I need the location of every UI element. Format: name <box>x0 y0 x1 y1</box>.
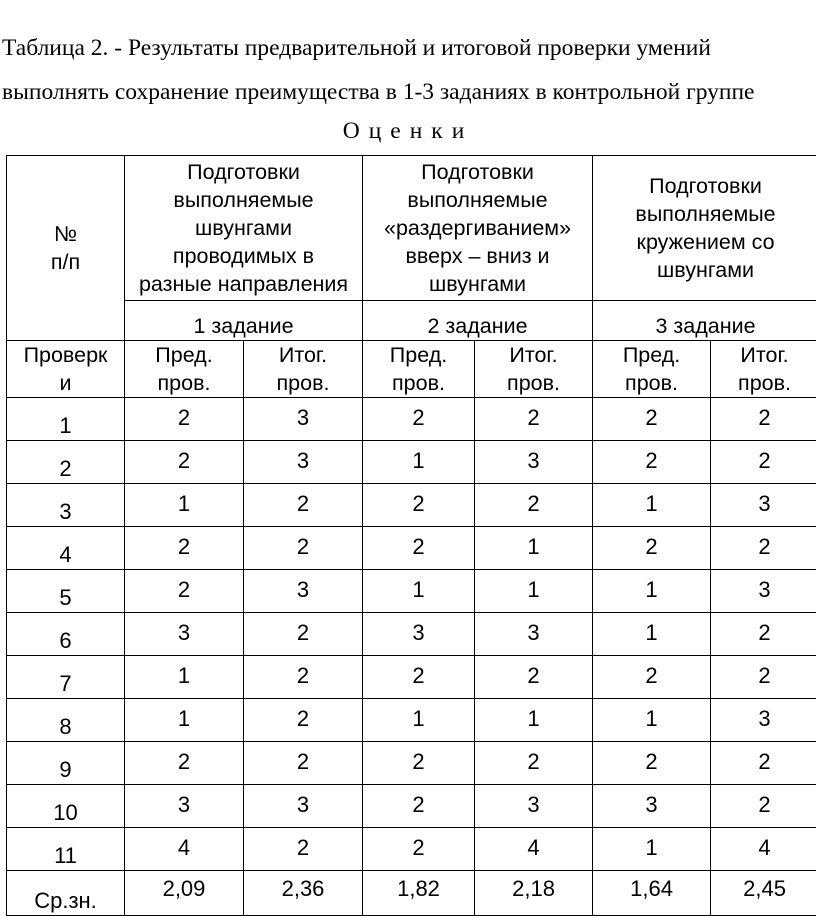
row-number: 2 <box>7 441 125 484</box>
sub-header-line1: Пред. <box>363 341 474 369</box>
sub-header-line1: Итог. <box>711 341 816 369</box>
table-row <box>7 613 816 656</box>
exercise-header-line: швунгами <box>125 214 362 242</box>
table-row <box>7 441 816 484</box>
table-caption <box>2 26 816 114</box>
grade-cell: 3 <box>475 785 593 828</box>
grade-cell: 3 <box>244 441 363 484</box>
grade-cell: 2 <box>363 398 475 441</box>
exercise-header-line: выполняемые <box>125 186 362 214</box>
table-row <box>7 527 816 570</box>
table-row <box>7 570 816 613</box>
task-2-label: 2 задание <box>363 301 593 341</box>
grade-cell: 3 <box>711 484 816 527</box>
sub-header <box>593 341 711 398</box>
grade-cell: 2 <box>593 441 711 484</box>
table-row <box>7 742 816 785</box>
grade-cell: 2 <box>244 742 363 785</box>
exercise-header-line: кружением со <box>593 228 816 256</box>
sub-header-line2: пров. <box>125 369 243 397</box>
exercise-header-line: швунгами <box>363 270 592 298</box>
grade-cell: 3 <box>363 613 475 656</box>
grade-cell: 1 <box>125 656 244 699</box>
grade-cell: 3 <box>593 785 711 828</box>
grade-cell: 2 <box>244 484 363 527</box>
grade-cell: 2 <box>475 742 593 785</box>
grade-cell: 3 <box>475 441 593 484</box>
grade-cell: 2 <box>711 527 816 570</box>
caption-line-2: выполнять сохранение преимущества в 1-3 заданиях в контрольной группе <box>2 70 816 114</box>
checks-label-line1: Проверк <box>7 341 124 369</box>
sub-header-line1: Итог. <box>475 341 592 369</box>
sub-header <box>244 341 363 398</box>
exercise-header-1 <box>125 156 363 301</box>
grade-cell: 2 <box>475 656 593 699</box>
task-1-label: 1 задание <box>125 301 363 341</box>
row-number: 8 <box>7 699 125 742</box>
grade-cell: 3 <box>711 699 816 742</box>
grade-cell: 3 <box>125 613 244 656</box>
checks-header-cell <box>7 341 125 398</box>
exercise-header-line: выполняемые <box>593 200 816 228</box>
pp-label: п/п <box>7 248 124 276</box>
grade-cell: 2 <box>244 613 363 656</box>
average-cell: 2,18 <box>475 871 593 916</box>
grade-cell: 1 <box>593 613 711 656</box>
row-number: 5 <box>7 570 125 613</box>
checks-label-line2: и <box>7 369 124 397</box>
header-row-tasks <box>7 301 816 341</box>
grade-cell: 3 <box>244 398 363 441</box>
average-cell: 2,45 <box>711 871 816 916</box>
grade-cell: 2 <box>244 656 363 699</box>
row-number: 9 <box>7 742 125 785</box>
sub-header-line2: пров. <box>363 369 474 397</box>
grade-cell: 2 <box>363 656 475 699</box>
sub-header <box>125 341 244 398</box>
grade-cell: 2 <box>125 570 244 613</box>
number-header-cell <box>7 156 125 341</box>
grade-cell: 2 <box>475 398 593 441</box>
table-row <box>7 828 816 871</box>
grade-cell: 1 <box>593 828 711 871</box>
number-sign: № <box>7 220 124 248</box>
header-row-exercises <box>7 156 816 301</box>
average-row <box>7 871 816 916</box>
grade-cell: 1 <box>475 699 593 742</box>
grade-cell: 2 <box>711 398 816 441</box>
task-3-label: 3 задание <box>593 301 816 341</box>
sub-header <box>475 341 593 398</box>
results-table <box>6 155 816 916</box>
grade-cell: 4 <box>125 828 244 871</box>
grade-cell: 3 <box>475 613 593 656</box>
sub-header-line1: Итог. <box>244 341 362 369</box>
table-row <box>7 699 816 742</box>
grade-cell: 1 <box>475 570 593 613</box>
header-row-checks <box>7 341 816 398</box>
exercise-header-line: разные направления <box>125 270 362 298</box>
exercise-header-3 <box>593 156 816 301</box>
table-row <box>7 398 816 441</box>
grade-cell: 2 <box>125 398 244 441</box>
sub-header-line1: Пред. <box>593 341 710 369</box>
caption-line-1: Таблица 2. - Результаты предварительной и итоговой проверки умений <box>2 26 816 70</box>
grade-cell: 2 <box>593 527 711 570</box>
grade-cell: 1 <box>593 570 711 613</box>
grade-cell: 2 <box>593 656 711 699</box>
grade-cell: 1 <box>475 527 593 570</box>
grade-cell: 1 <box>593 699 711 742</box>
grade-cell: 2 <box>711 613 816 656</box>
grade-cell: 1 <box>593 484 711 527</box>
exercise-header-line: «раздергиванием» <box>363 214 592 242</box>
table-row <box>7 656 816 699</box>
grade-cell: 1 <box>125 484 244 527</box>
grade-cell: 1 <box>363 699 475 742</box>
grade-cell: 2 <box>363 527 475 570</box>
grade-cell: 2 <box>711 656 816 699</box>
sub-header-line2: пров. <box>475 369 592 397</box>
grade-cell: 3 <box>711 570 816 613</box>
grade-cell: 2 <box>125 742 244 785</box>
row-number: 11 <box>7 828 125 871</box>
average-label: Ср.зн. <box>7 871 125 916</box>
sub-header <box>711 341 816 398</box>
grade-cell: 2 <box>475 484 593 527</box>
grade-cell: 3 <box>244 785 363 828</box>
grade-cell: 2 <box>363 785 475 828</box>
grade-cell: 2 <box>593 742 711 785</box>
grade-cell: 4 <box>475 828 593 871</box>
average-cell: 1,82 <box>363 871 475 916</box>
grade-cell: 1 <box>363 441 475 484</box>
grade-cell: 3 <box>244 570 363 613</box>
grade-cell: 2 <box>711 441 816 484</box>
grade-cell: 4 <box>711 828 816 871</box>
grade-cell: 2 <box>363 484 475 527</box>
grades-heading: Оценки <box>0 111 816 151</box>
sub-header-line1: Пред. <box>125 341 243 369</box>
grade-cell: 2 <box>363 742 475 785</box>
average-cell: 1,64 <box>593 871 711 916</box>
table-row <box>7 785 816 828</box>
grade-cell: 2 <box>244 527 363 570</box>
row-number: 6 <box>7 613 125 656</box>
average-cell: 2,09 <box>125 871 244 916</box>
grade-cell: 2 <box>363 828 475 871</box>
row-number: 7 <box>7 656 125 699</box>
row-number: 10 <box>7 785 125 828</box>
average-cell: 2,36 <box>244 871 363 916</box>
grade-cell: 2 <box>244 699 363 742</box>
exercise-header-line: выполняемые <box>363 186 592 214</box>
grade-cell: 2 <box>125 441 244 484</box>
row-number: 1 <box>7 398 125 441</box>
grade-cell: 2 <box>593 398 711 441</box>
sub-header-line2: пров. <box>711 369 816 397</box>
sub-header-line2: пров. <box>244 369 362 397</box>
exercise-header-line: проводимых в <box>125 242 362 270</box>
table-row <box>7 484 816 527</box>
grade-cell: 1 <box>125 699 244 742</box>
sub-header-line2: пров. <box>593 369 710 397</box>
row-number: 4 <box>7 527 125 570</box>
exercise-header-line: вверх – вниз и <box>363 242 592 270</box>
exercise-header-line: Подготовки <box>363 158 592 186</box>
grade-cell: 2 <box>711 785 816 828</box>
grade-cell: 1 <box>363 570 475 613</box>
grade-cell: 2 <box>711 742 816 785</box>
exercise-header-line: Подготовки <box>125 158 362 186</box>
exercise-header-2 <box>363 156 593 301</box>
row-number: 3 <box>7 484 125 527</box>
sub-header <box>363 341 475 398</box>
exercise-header-line: Подготовки <box>593 172 816 200</box>
grade-cell: 2 <box>125 527 244 570</box>
grade-cell: 3 <box>125 785 244 828</box>
grade-cell: 2 <box>244 828 363 871</box>
exercise-header-line: швунгами <box>593 256 816 284</box>
